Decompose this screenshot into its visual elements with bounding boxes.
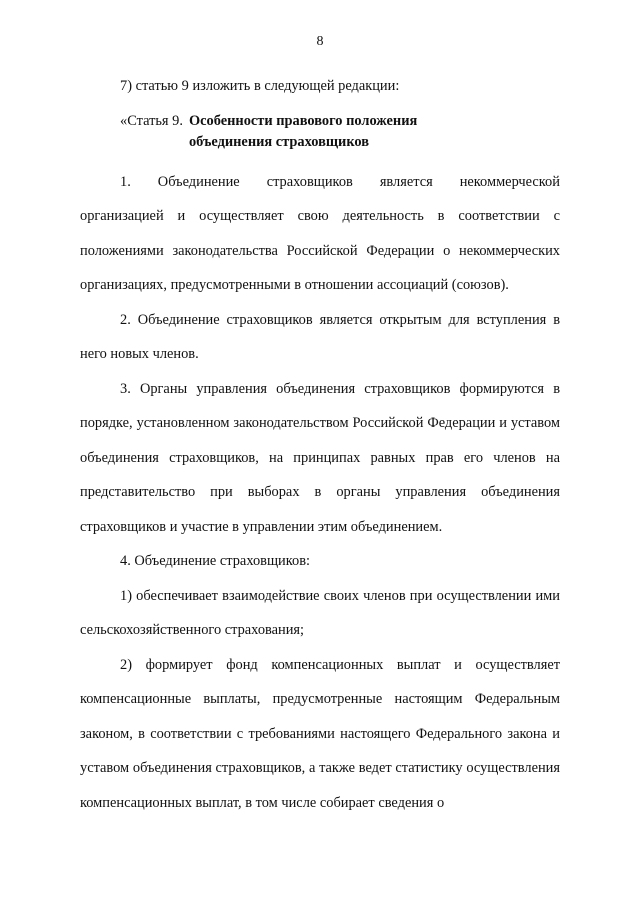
paragraph-4-1: 1) обеспечивает взаимодействие своих членов при осуществлении ими сельскохозяйственного страхования; bbox=[80, 587, 560, 638]
article-prefix: «Статья 9. bbox=[120, 112, 183, 129]
intro-paragraph: 7) статью 9 изложить в следующей редакции: bbox=[120, 78, 400, 94]
article-title: Особенности правового положения объединения страховщиков bbox=[188, 112, 418, 150]
item-1-word: страховщиков bbox=[266, 173, 353, 190]
document-body bbox=[80, 69, 560, 820]
paragraph-3: 3. Органы управления объединения страховщиков формируются в порядке, установленном законодательством Российской Федерации и уставом объединения страховщиков, на принципах равных прав его членов на представительство при выборах в органы управления объединения страховщиков и участие в управлении этим объединением. bbox=[80, 380, 560, 535]
paragraph-4-2: 2) формирует фонд компенсационных выплат и осуществляет компенсационные выплаты, предусмотренные настоящим Федеральным законом, в соответствии с требованиями настоящего Федерального закона и уставом объединения страховщиков, а также ведет статистику осуществления компенсационных выплат, в том числе собирает сведения о bbox=[80, 656, 560, 811]
item-1-first-line bbox=[80, 165, 560, 200]
page-number: 8 bbox=[316, 34, 324, 49]
paragraph-4: 4. Объединение страховщиков: bbox=[120, 553, 310, 569]
item-1-word: Объединение bbox=[157, 173, 240, 190]
article-heading bbox=[80, 104, 560, 165]
item-1-word: является bbox=[379, 173, 433, 190]
item-1-word: 1. bbox=[120, 173, 131, 190]
paragraph-2: 2. Объединение страховщиков является открытым для вступления в него новых членов. bbox=[80, 311, 560, 362]
item-1-word: некоммерческой bbox=[459, 173, 560, 190]
item-1-continuation: организацией и осуществляет свою деятельность в соответствии с положениями законодательства Российской Федерации о некоммерческих организациях, предусмотренными в отношении ассоциаций (союзов). bbox=[80, 208, 560, 293]
